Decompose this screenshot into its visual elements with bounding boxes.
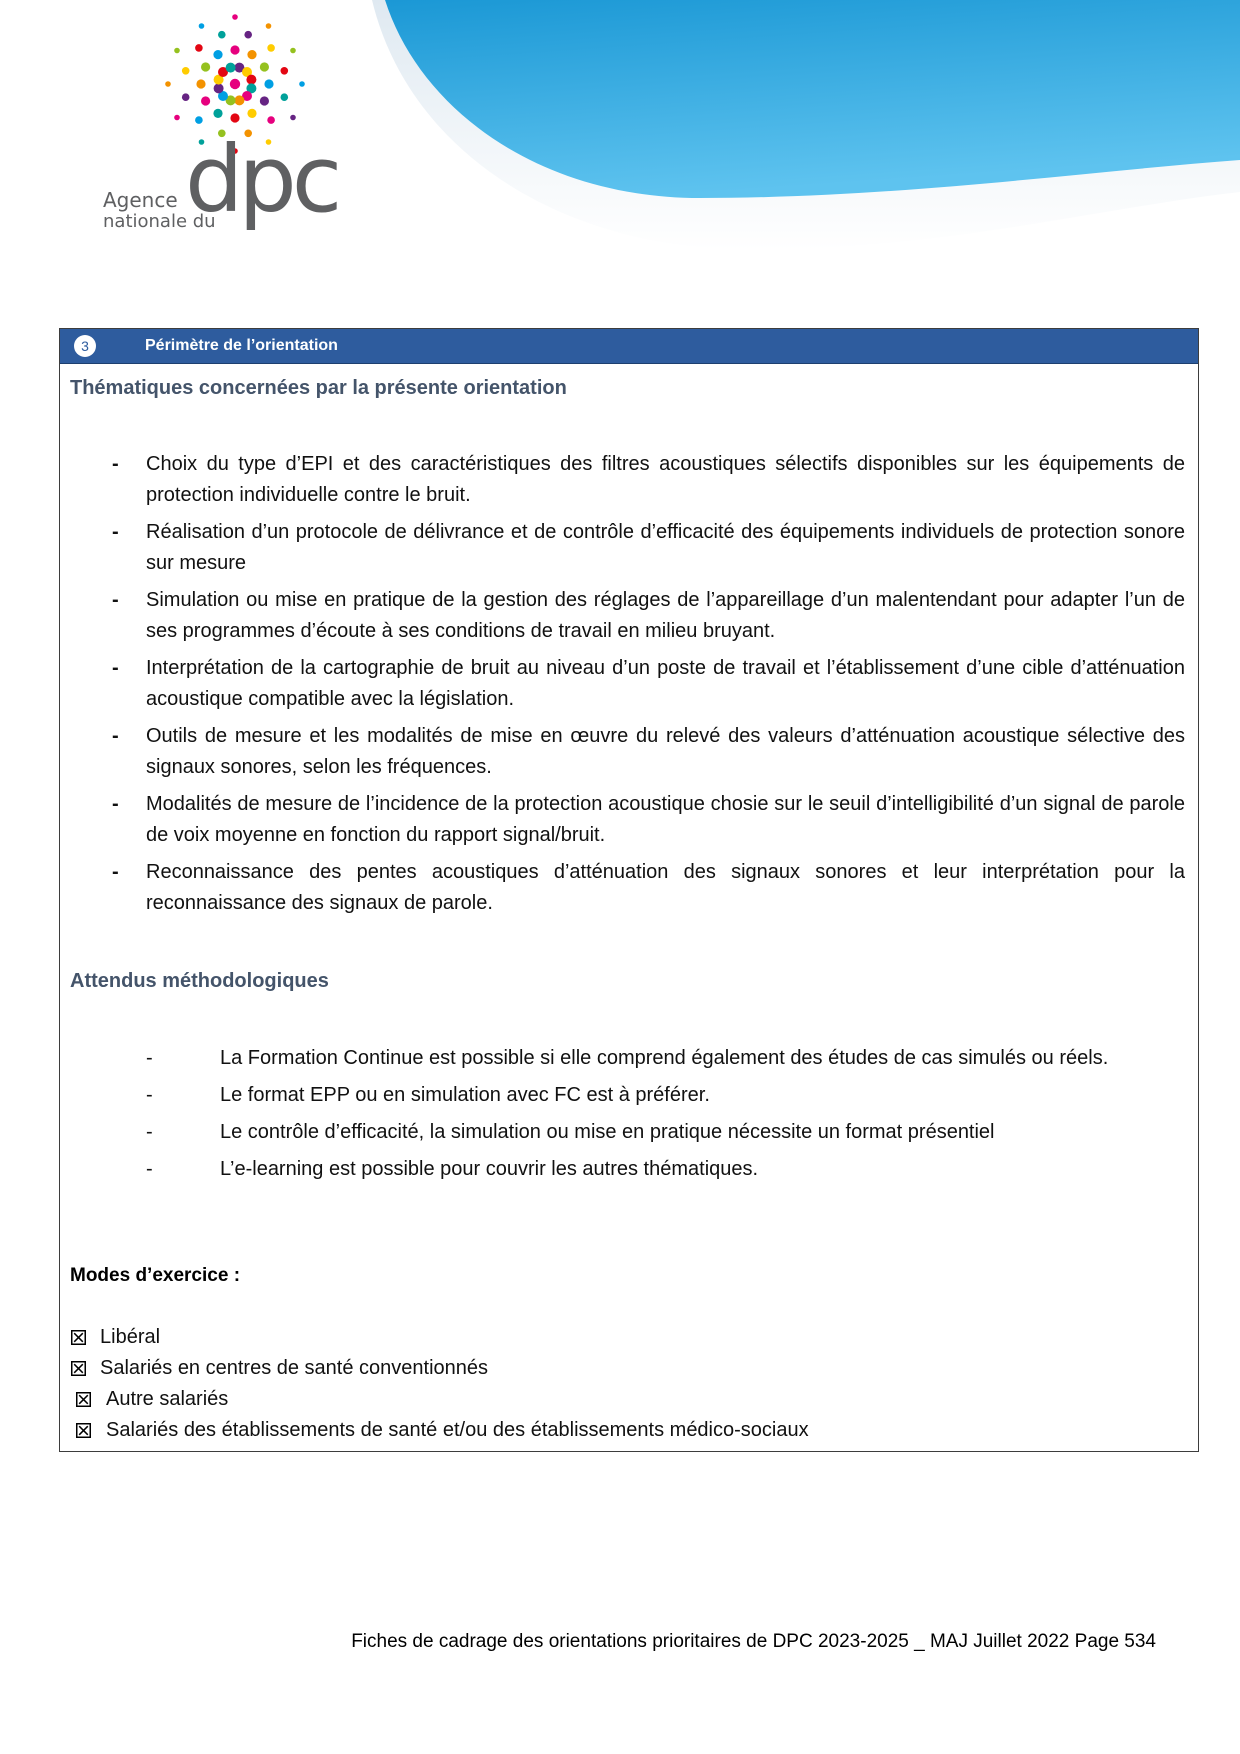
logo-dot [201,96,210,105]
logo-dot [196,79,205,88]
logo-dot [195,44,203,52]
logo-text-agence: Agence [103,188,178,212]
thematique-item [60,449,1198,511]
thematiques-list [60,449,1198,925]
attendu-text: L’e-learning est possible pour couvrir les autres thématiques. [220,1158,759,1180]
list-bullet: - [146,1121,153,1143]
list-bullet: - [112,861,119,883]
logo-dot [214,83,224,93]
attendus-heading: Attendus méthodologiques [70,970,329,992]
logo-dot [281,67,289,75]
thematique-text: Outils de mesure et les modalités de mise en œuvre du relevé des valeurs d’atténuation acoustique sélective des signaux sonores, selon les fréquences. [146,725,1185,778]
section-title: Périmètre de l’orientation [145,337,338,354]
logo-text-nationale: nationale du [103,211,216,232]
thematiques-heading: Thématiques concernées par la présente orientation [70,377,567,399]
logo-dot [281,93,289,101]
thematique-item [60,585,1198,647]
logo-dot [260,62,269,71]
list-bullet: - [146,1084,153,1106]
thematique-text: Réalisation d’un protocole de délivrance et de contrôle d’efficacité des équipements individuels de protection sonore sur mesure [146,521,1185,574]
attendu-text: Le format EPP ou en simulation avec FC est à préférer. [220,1084,710,1106]
thematique-item [60,721,1198,783]
mode-option-label: Autre salariés [106,1388,229,1410]
logo-dot [267,116,275,124]
modes-exercice-heading: Modes d’exercice : [70,1265,241,1286]
checkbox-checked-icon [71,1361,86,1376]
agency-logo [0,0,360,260]
logo-dot [165,81,171,87]
thematique-text: Interprétation de la cartographie de bruit au niveau d’un poste de travail et l’établissement d’une cible d’atténuation acoustique compatible avec la législation. [146,657,1185,710]
checkbox-checked-icon [76,1423,91,1438]
logo-dot [230,113,239,122]
logo-dot [266,23,272,29]
section-number-badge: 3 [74,335,96,357]
logo-dot [174,115,180,121]
logo-dot [218,31,226,39]
checkbox-checked-icon [71,1330,86,1345]
list-bullet: - [112,657,119,679]
logo-dot [174,48,180,54]
mode-option [60,1384,1198,1415]
modes-exercice-list [60,1322,1198,1446]
thematique-item [60,517,1198,579]
logo-dot [247,109,256,118]
mode-option [60,1353,1198,1384]
list-bullet: - [112,589,119,611]
logo-dot [230,45,239,54]
logo-dot [247,50,256,59]
logo-dot [290,115,296,121]
logo-dot [267,44,275,52]
thematique-item [60,789,1198,851]
checkbox-checked-icon [76,1392,91,1407]
attendu-item [60,1040,1198,1077]
logo-dot [213,109,222,118]
mode-option-label: Salariés des établissements de santé et/ou des établissements médico-sociaux [106,1419,809,1441]
logo-mark-dpc: dpc [185,126,338,233]
section-header-bar [60,329,1198,364]
logo-dot [232,14,238,20]
logo-dot [195,116,203,124]
attendu-text: La Formation Continue est possible si elle comprend également des études de cas simulés ou réels. [220,1047,1109,1069]
logo-dot [230,79,240,89]
list-bullet: - [146,1047,153,1069]
attendu-text: Le contrôle d’efficacité, la simulation ou mise en pratique nécessite un format présentiel [220,1121,995,1143]
attendus-list [60,1040,1198,1188]
thematique-text: Modalités de mesure de l’incidence de la protection acoustique chosie sur le seuil d’intelligibilité d’un signal de parole de voix moyenne en fonction du rapport signal/bruit. [146,793,1185,846]
list-bullet: - [112,521,119,543]
page-footer: Fiches de cadrage des orientations prioritaires de DPC 2023-2025 _ MAJ Juillet 2022 Page 534 [351,1631,1156,1652]
logo-dot [213,50,222,59]
logo-dot [299,81,305,87]
thematique-item [60,653,1198,715]
attendu-item [60,1151,1198,1188]
thematique-text: Simulation ou mise en pratique de la gestion des réglages de l’appareillage d’un malentendant pour adapter l’un de ses programmes d’écoute à ses conditions de travail en milieu bruyant. [146,589,1185,642]
logo-dot [199,23,205,29]
list-bullet: - [112,453,119,475]
logo-dot [182,67,190,75]
logo-dot [234,95,244,105]
logo-dot [290,48,296,54]
mode-option-label: Libéral [100,1326,161,1348]
thematique-text: Choix du type d’EPI et des caractéristiques des filtres acoustiques sélectifs disponibles sur les équipements de protection individuelle contre le bruit. [146,453,1185,506]
logo-dot [182,93,190,101]
thematique-item [60,857,1198,919]
mode-option [60,1322,1198,1353]
attendu-item [60,1077,1198,1114]
list-bullet: - [146,1158,153,1180]
attendu-item [60,1114,1198,1151]
logo-dot [260,96,269,105]
logo-dot [244,31,252,39]
orientation-scope-panel [59,328,1199,1452]
logo-dot [201,62,210,71]
list-bullet: - [112,793,119,815]
mode-option [60,1415,1198,1446]
logo-dot [264,79,273,88]
mode-option-label: Salariés en centres de santé conventionnés [100,1357,489,1379]
list-bullet: - [112,725,119,747]
logo-dot [246,75,256,85]
logo-dot [226,63,236,73]
thematique-text: Reconnaissance des pentes acoustiques d’atténuation des signaux sonores et leur interprétation pour la reconnaissance des signaux de parole. [146,861,1185,914]
